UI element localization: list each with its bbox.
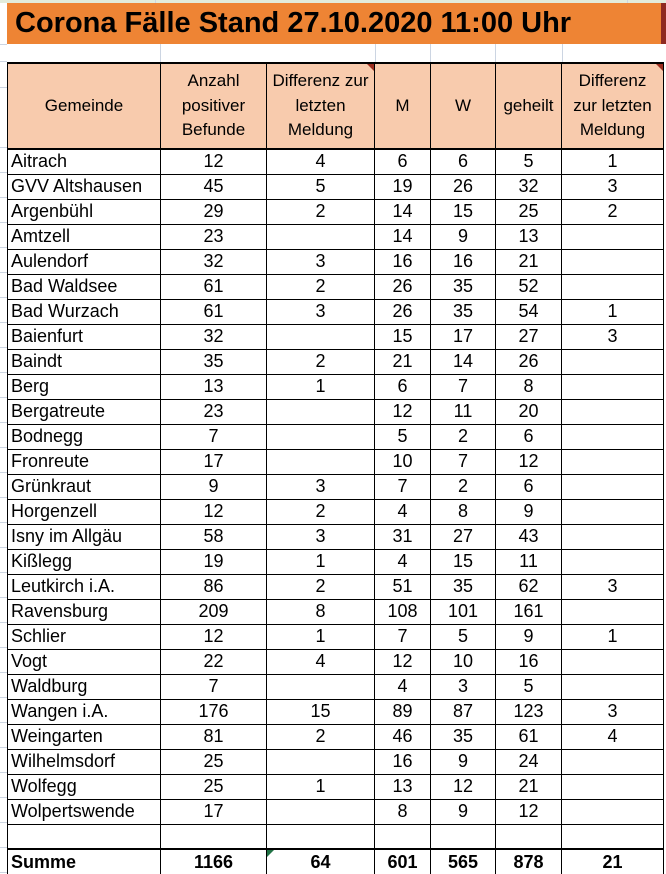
value-cell[interactable]: 8 bbox=[375, 799, 431, 824]
value-cell[interactable]: 26 bbox=[375, 299, 431, 324]
value-cell[interactable]: 61 bbox=[161, 299, 267, 324]
total-value-cell[interactable]: 565 bbox=[431, 849, 496, 874]
value-cell[interactable]: 12 bbox=[496, 799, 562, 824]
table-row bbox=[8, 324, 664, 349]
value-cell[interactable]: 32 bbox=[161, 249, 267, 274]
value-cell[interactable]: 176 bbox=[161, 699, 267, 724]
table-row bbox=[8, 699, 664, 724]
value-cell[interactable]: 87 bbox=[431, 699, 496, 724]
value-cell[interactable] bbox=[562, 274, 664, 299]
value-cell[interactable]: 5 bbox=[267, 174, 375, 199]
value-cell[interactable]: 11 bbox=[496, 549, 562, 574]
table-row bbox=[8, 224, 664, 249]
value-cell[interactable]: 16 bbox=[431, 249, 496, 274]
empty-cell[interactable] bbox=[496, 824, 562, 849]
value-cell[interactable]: 16 bbox=[375, 749, 431, 774]
header-cell[interactable] bbox=[375, 63, 431, 149]
value-cell[interactable]: 2 bbox=[431, 424, 496, 449]
value-cell[interactable] bbox=[562, 424, 664, 449]
value-cell[interactable]: 123 bbox=[496, 699, 562, 724]
value-cell[interactable]: 1 bbox=[267, 549, 375, 574]
value-cell[interactable]: 12 bbox=[161, 624, 267, 649]
value-cell[interactable]: 6 bbox=[496, 474, 562, 499]
value-cell[interactable]: 7 bbox=[375, 624, 431, 649]
value-cell[interactable]: 7 bbox=[431, 374, 496, 399]
value-cell[interactable]: 12 bbox=[431, 774, 496, 799]
value-cell[interactable] bbox=[562, 524, 664, 549]
header-cell[interactable] bbox=[496, 63, 562, 149]
value-cell[interactable]: 21 bbox=[375, 349, 431, 374]
value-cell[interactable]: 12 bbox=[161, 499, 267, 524]
value-cell[interactable]: 4 bbox=[267, 149, 375, 174]
total-value-cell[interactable]: 64 bbox=[267, 849, 375, 874]
gemeinde-cell[interactable]: Wangen i.A. bbox=[8, 699, 161, 724]
value-cell[interactable] bbox=[562, 224, 664, 249]
value-cell[interactable]: 61 bbox=[496, 724, 562, 749]
value-cell[interactable]: 58 bbox=[161, 524, 267, 549]
value-cell[interactable]: 1 bbox=[562, 149, 664, 174]
value-cell[interactable] bbox=[562, 749, 664, 774]
value-cell[interactable]: 26 bbox=[496, 349, 562, 374]
value-cell[interactable] bbox=[267, 224, 375, 249]
value-cell[interactable] bbox=[562, 549, 664, 574]
total-value-cell[interactable]: 1166 bbox=[161, 849, 267, 874]
value-cell[interactable]: 43 bbox=[496, 524, 562, 549]
value-cell[interactable]: 51 bbox=[375, 574, 431, 599]
value-cell[interactable]: 23 bbox=[161, 399, 267, 424]
value-cell[interactable] bbox=[562, 249, 664, 274]
value-cell[interactable]: 2 bbox=[267, 499, 375, 524]
header-cell-label: M bbox=[395, 95, 410, 115]
value-cell[interactable]: 23 bbox=[161, 224, 267, 249]
gemeinde-cell[interactable]: Bodnegg bbox=[8, 424, 161, 449]
value-cell[interactable]: 7 bbox=[375, 474, 431, 499]
table-row bbox=[8, 724, 664, 749]
total-value-cell[interactable]: 601 bbox=[375, 849, 431, 874]
value-cell[interactable]: 6 bbox=[375, 374, 431, 399]
value-cell[interactable] bbox=[562, 474, 664, 499]
spacer-row bbox=[0, 44, 666, 62]
value-cell[interactable]: 9 bbox=[431, 749, 496, 774]
value-cell[interactable]: 16 bbox=[375, 249, 431, 274]
formula-marker-icon bbox=[267, 850, 274, 857]
sheet-title: Corona Fälle Stand 27.10.2020 11:00 Uhr bbox=[15, 7, 572, 39]
value-cell[interactable]: 45 bbox=[161, 174, 267, 199]
title-bar[interactable] bbox=[7, 3, 666, 44]
cases-table bbox=[7, 62, 664, 874]
value-cell[interactable]: 22 bbox=[161, 649, 267, 674]
gemeinde-cell[interactable]: Horgenzell bbox=[8, 499, 161, 524]
value-cell[interactable]: 9 bbox=[496, 624, 562, 649]
value-cell[interactable]: 21 bbox=[496, 774, 562, 799]
value-cell[interactable]: 2 bbox=[267, 349, 375, 374]
table-row bbox=[8, 649, 664, 674]
value-cell[interactable]: 10 bbox=[431, 649, 496, 674]
value-cell[interactable]: 2 bbox=[267, 574, 375, 599]
value-cell[interactable] bbox=[267, 449, 375, 474]
gemeinde-cell[interactable]: Baindt bbox=[8, 349, 161, 374]
gemeinde-cell[interactable]: Weingarten bbox=[8, 724, 161, 749]
table-row bbox=[8, 574, 664, 599]
table-row bbox=[8, 199, 664, 224]
total-label-cell[interactable]: Summe bbox=[8, 849, 161, 874]
gemeinde-cell[interactable]: Bad Wurzach bbox=[8, 299, 161, 324]
value-cell[interactable] bbox=[562, 599, 664, 624]
value-cell[interactable]: 161 bbox=[496, 599, 562, 624]
title-bar-right-edge bbox=[661, 3, 666, 44]
gemeinde-cell[interactable]: Wolpertswende bbox=[8, 799, 161, 824]
value-cell[interactable]: 3 bbox=[267, 299, 375, 324]
value-cell[interactable]: 13 bbox=[161, 374, 267, 399]
value-cell[interactable] bbox=[267, 324, 375, 349]
empty-cell[interactable] bbox=[562, 824, 664, 849]
value-cell[interactable]: 12 bbox=[161, 149, 267, 174]
value-cell[interactable] bbox=[562, 649, 664, 674]
gemeinde-cell[interactable]: Baienfurt bbox=[8, 324, 161, 349]
table-row bbox=[8, 299, 664, 324]
value-cell[interactable]: 1 bbox=[267, 624, 375, 649]
gemeinde-cell[interactable]: Schlier bbox=[8, 624, 161, 649]
value-cell[interactable]: 8 bbox=[267, 599, 375, 624]
header-row bbox=[8, 63, 664, 149]
value-cell[interactable]: 101 bbox=[431, 599, 496, 624]
value-cell[interactable]: 1 bbox=[562, 299, 664, 324]
value-cell[interactable]: 9 bbox=[431, 224, 496, 249]
value-cell[interactable]: 10 bbox=[375, 449, 431, 474]
value-cell[interactable]: 26 bbox=[431, 174, 496, 199]
value-cell[interactable]: 54 bbox=[496, 299, 562, 324]
header-cell-label: geheilt bbox=[503, 95, 554, 115]
value-cell[interactable]: 3 bbox=[267, 249, 375, 274]
value-cell[interactable]: 5 bbox=[375, 424, 431, 449]
value-cell[interactable]: 13 bbox=[375, 774, 431, 799]
value-cell[interactable] bbox=[267, 749, 375, 774]
value-cell[interactable]: 62 bbox=[496, 574, 562, 599]
value-cell[interactable]: 52 bbox=[496, 274, 562, 299]
value-cell[interactable]: 81 bbox=[161, 724, 267, 749]
table-row bbox=[8, 274, 664, 299]
value-cell[interactable]: 13 bbox=[496, 224, 562, 249]
table-row bbox=[8, 249, 664, 274]
empty-cell[interactable] bbox=[431, 824, 496, 849]
empty-cell[interactable] bbox=[161, 824, 267, 849]
value-cell[interactable] bbox=[562, 449, 664, 474]
table-row bbox=[8, 374, 664, 399]
gemeinde-cell[interactable]: Bergatreute bbox=[8, 399, 161, 424]
total-value-cell[interactable]: 21 bbox=[562, 849, 664, 874]
table-row bbox=[8, 399, 664, 424]
value-cell[interactable]: 86 bbox=[161, 574, 267, 599]
value-cell[interactable]: 14 bbox=[375, 224, 431, 249]
table-row bbox=[8, 524, 664, 549]
header-cell-label: W bbox=[454, 95, 472, 115]
value-cell[interactable]: 1 bbox=[267, 774, 375, 799]
comment-marker-icon bbox=[656, 64, 663, 71]
value-cell[interactable]: 15 bbox=[431, 549, 496, 574]
value-cell[interactable]: 7 bbox=[431, 449, 496, 474]
value-cell[interactable]: 6 bbox=[431, 149, 496, 174]
gridline bbox=[562, 44, 563, 62]
gemeinde-cell[interactable]: GVV Altshausen bbox=[8, 174, 161, 199]
gemeinde-cell[interactable]: Wolfegg bbox=[8, 774, 161, 799]
comment-marker-icon bbox=[367, 64, 374, 71]
value-cell[interactable]: 11 bbox=[431, 399, 496, 424]
value-cell[interactable]: 2 bbox=[267, 724, 375, 749]
value-cell[interactable]: 6 bbox=[375, 149, 431, 174]
empty-cell[interactable] bbox=[267, 824, 375, 849]
value-cell[interactable]: 7 bbox=[161, 674, 267, 699]
header-cell-label: Differenz zur letzten Meldung bbox=[272, 71, 369, 140]
value-cell[interactable]: 5 bbox=[431, 624, 496, 649]
value-cell[interactable]: 31 bbox=[375, 524, 431, 549]
value-cell[interactable]: 3 bbox=[562, 174, 664, 199]
value-cell[interactable]: 24 bbox=[496, 749, 562, 774]
value-cell[interactable]: 2 bbox=[562, 199, 664, 224]
total-row bbox=[8, 849, 664, 874]
table-body bbox=[8, 149, 664, 874]
gridline bbox=[0, 44, 7, 45]
gridline bbox=[0, 87, 7, 88]
value-cell[interactable]: 27 bbox=[431, 524, 496, 549]
table-row bbox=[8, 424, 664, 449]
value-cell[interactable]: 3 bbox=[562, 699, 664, 724]
value-cell[interactable]: 5 bbox=[496, 674, 562, 699]
gridline bbox=[0, 147, 7, 148]
gemeinde-cell[interactable]: Ravensburg bbox=[8, 599, 161, 624]
value-cell[interactable]: 7 bbox=[161, 424, 267, 449]
value-cell[interactable]: 9 bbox=[161, 474, 267, 499]
table-row bbox=[8, 774, 664, 799]
value-cell[interactable]: 12 bbox=[496, 449, 562, 474]
value-cell[interactable] bbox=[562, 374, 664, 399]
value-cell[interactable]: 6 bbox=[496, 424, 562, 449]
gridline bbox=[495, 44, 496, 62]
value-cell[interactable]: 3 bbox=[562, 574, 664, 599]
value-cell[interactable]: 1 bbox=[562, 624, 664, 649]
value-cell[interactable]: 19 bbox=[375, 174, 431, 199]
value-cell[interactable] bbox=[267, 799, 375, 824]
value-cell[interactable]: 3 bbox=[267, 474, 375, 499]
value-cell[interactable]: 29 bbox=[161, 199, 267, 224]
value-cell[interactable] bbox=[562, 349, 664, 374]
value-cell[interactable]: 20 bbox=[496, 399, 562, 424]
value-cell[interactable] bbox=[267, 424, 375, 449]
table-row bbox=[8, 149, 664, 174]
value-cell[interactable]: 25 bbox=[161, 774, 267, 799]
value-cell[interactable]: 2 bbox=[267, 274, 375, 299]
header-cell-label: Anzahl positiver Befunde bbox=[181, 71, 246, 140]
gridline bbox=[0, 61, 7, 62]
value-cell[interactable]: 9 bbox=[496, 499, 562, 524]
table-row bbox=[8, 549, 664, 574]
left-gridline-strip bbox=[0, 148, 7, 874]
value-cell[interactable] bbox=[562, 674, 664, 699]
total-value-cell[interactable]: 878 bbox=[496, 849, 562, 874]
value-cell[interactable]: 4 bbox=[375, 499, 431, 524]
gemeinde-cell[interactable]: Aulendorf bbox=[8, 249, 161, 274]
table-row bbox=[8, 624, 664, 649]
value-cell[interactable]: 15 bbox=[267, 699, 375, 724]
header-cell-label: Gemeinde bbox=[44, 95, 124, 115]
header-cell[interactable] bbox=[562, 63, 664, 149]
header-cell[interactable] bbox=[8, 63, 161, 149]
header-cell[interactable] bbox=[267, 63, 375, 149]
value-cell[interactable]: 17 bbox=[431, 324, 496, 349]
header-cell[interactable] bbox=[161, 63, 267, 149]
value-cell[interactable]: 46 bbox=[375, 724, 431, 749]
header-cell[interactable] bbox=[431, 63, 496, 149]
value-cell[interactable]: 5 bbox=[496, 149, 562, 174]
table-row bbox=[8, 749, 664, 774]
value-cell[interactable]: 35 bbox=[161, 349, 267, 374]
value-cell[interactable] bbox=[562, 399, 664, 424]
value-cell[interactable]: 1 bbox=[267, 374, 375, 399]
value-cell[interactable]: 25 bbox=[496, 199, 562, 224]
value-cell[interactable]: 108 bbox=[375, 599, 431, 624]
value-cell[interactable]: 35 bbox=[431, 724, 496, 749]
value-cell[interactable]: 8 bbox=[496, 374, 562, 399]
table-row bbox=[8, 499, 664, 524]
value-cell[interactable]: 15 bbox=[375, 324, 431, 349]
value-cell[interactable]: 209 bbox=[161, 599, 267, 624]
value-cell[interactable]: 4 bbox=[375, 674, 431, 699]
gemeinde-cell[interactable]: Argenbühl bbox=[8, 199, 161, 224]
value-cell[interactable]: 35 bbox=[431, 274, 496, 299]
value-cell[interactable]: 4 bbox=[562, 724, 664, 749]
value-cell[interactable] bbox=[267, 399, 375, 424]
value-cell[interactable]: 27 bbox=[496, 324, 562, 349]
empty-cell[interactable] bbox=[375, 824, 431, 849]
gemeinde-cell[interactable]: Berg bbox=[8, 374, 161, 399]
gemeinde-cell[interactable]: Bad Waldsee bbox=[8, 274, 161, 299]
value-cell[interactable]: 16 bbox=[496, 649, 562, 674]
gemeinde-cell[interactable]: Grünkraut bbox=[8, 474, 161, 499]
table-row bbox=[8, 349, 664, 374]
gemeinde-cell[interactable]: Isny im Allgäu bbox=[8, 524, 161, 549]
table-row bbox=[8, 449, 664, 474]
table-row bbox=[8, 599, 664, 624]
gemeinde-cell[interactable]: Wilhelmsdorf bbox=[8, 749, 161, 774]
value-cell[interactable]: 15 bbox=[431, 199, 496, 224]
value-cell[interactable] bbox=[562, 499, 664, 524]
gemeinde-cell[interactable]: Aitrach bbox=[8, 149, 161, 174]
value-cell[interactable]: 25 bbox=[161, 749, 267, 774]
value-cell[interactable]: 14 bbox=[375, 199, 431, 224]
value-cell[interactable]: 3 bbox=[562, 324, 664, 349]
value-cell[interactable]: 26 bbox=[375, 274, 431, 299]
value-cell[interactable] bbox=[562, 799, 664, 824]
empty-row bbox=[8, 824, 664, 849]
gemeinde-cell[interactable]: Amtzell bbox=[8, 224, 161, 249]
gemeinde-cell[interactable]: Vogt bbox=[8, 649, 161, 674]
value-cell[interactable]: 19 bbox=[161, 549, 267, 574]
gridline bbox=[430, 44, 431, 62]
table-row bbox=[8, 174, 664, 199]
value-cell[interactable]: 17 bbox=[161, 799, 267, 824]
gemeinde-cell[interactable]: Leutkirch i.A. bbox=[8, 574, 161, 599]
value-cell[interactable]: 3 bbox=[431, 674, 496, 699]
value-cell[interactable]: 3 bbox=[267, 524, 375, 549]
value-cell[interactable]: 4 bbox=[375, 549, 431, 574]
gemeinde-cell[interactable]: Waldburg bbox=[8, 674, 161, 699]
value-cell[interactable]: 8 bbox=[431, 499, 496, 524]
value-cell[interactable]: 35 bbox=[431, 299, 496, 324]
value-cell[interactable]: 14 bbox=[431, 349, 496, 374]
table-row bbox=[8, 799, 664, 824]
gridline bbox=[160, 44, 161, 62]
value-cell[interactable]: 21 bbox=[496, 249, 562, 274]
gridline bbox=[375, 44, 376, 62]
value-cell[interactable]: 12 bbox=[375, 399, 431, 424]
value-cell[interactable]: 12 bbox=[375, 649, 431, 674]
empty-cell[interactable] bbox=[8, 824, 161, 849]
value-cell[interactable]: 89 bbox=[375, 699, 431, 724]
value-cell[interactable]: 32 bbox=[496, 174, 562, 199]
table-row bbox=[8, 474, 664, 499]
table-row bbox=[8, 674, 664, 699]
value-cell[interactable]: 35 bbox=[431, 574, 496, 599]
value-cell[interactable]: 9 bbox=[431, 799, 496, 824]
value-cell[interactable] bbox=[562, 774, 664, 799]
value-cell[interactable]: 4 bbox=[267, 649, 375, 674]
header-cell-label: Differenz zur letzten Meldung bbox=[573, 71, 652, 140]
gemeinde-cell[interactable]: Fronreute bbox=[8, 449, 161, 474]
value-cell[interactable]: 2 bbox=[267, 199, 375, 224]
gemeinde-cell[interactable]: Kißlegg bbox=[8, 549, 161, 574]
value-cell[interactable] bbox=[267, 674, 375, 699]
value-cell[interactable]: 2 bbox=[431, 474, 496, 499]
value-cell[interactable]: 17 bbox=[161, 449, 267, 474]
value-cell[interactable]: 32 bbox=[161, 324, 267, 349]
value-cell[interactable]: 61 bbox=[161, 274, 267, 299]
